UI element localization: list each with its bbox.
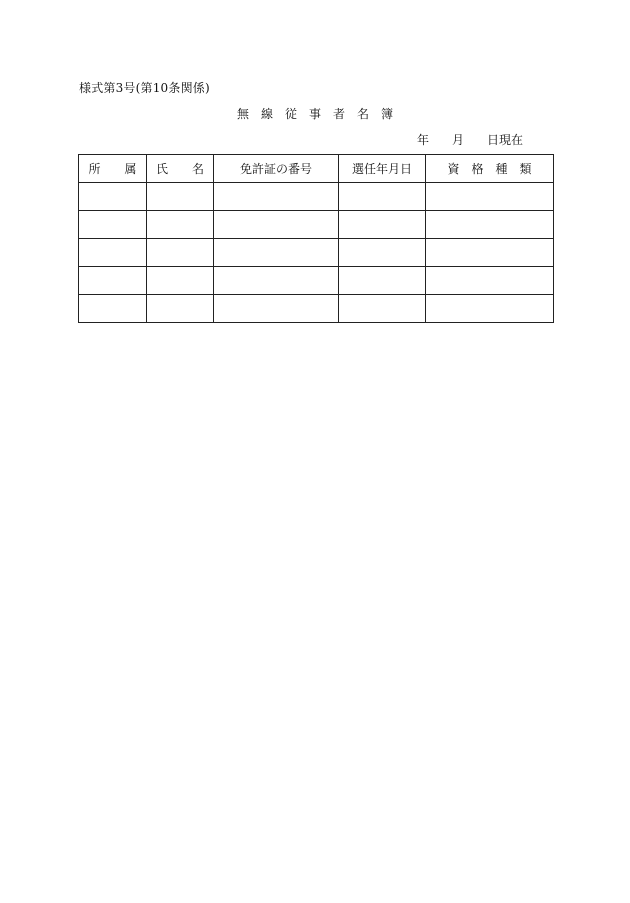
cell-qualification-type[interactable] [426, 183, 554, 211]
radio-operator-roster-table [78, 154, 554, 323]
cell-affiliation[interactable] [79, 183, 147, 211]
date-day: 日現在 [487, 133, 524, 147]
cell-appointment-date[interactable] [339, 295, 426, 323]
cell-qualification-type[interactable] [426, 239, 554, 267]
cell-name[interactable] [147, 295, 214, 323]
form-number: 様式第3号(第10条関係) [79, 81, 210, 95]
cell-appointment-date[interactable] [339, 239, 426, 267]
cell-license-number[interactable] [214, 211, 339, 239]
cell-affiliation[interactable] [79, 239, 147, 267]
cell-license-number[interactable] [214, 267, 339, 295]
table-header-row [79, 155, 554, 183]
table-row [79, 295, 554, 323]
document-title: 無 線 従 事 者 名 簿 [237, 107, 394, 121]
table-row [79, 267, 554, 295]
cell-license-number[interactable] [214, 239, 339, 267]
cell-name[interactable] [147, 211, 214, 239]
cell-appointment-date[interactable] [339, 211, 426, 239]
cell-qualification-type[interactable] [426, 211, 554, 239]
header-affiliation: 所 属 [79, 155, 147, 183]
cell-appointment-date[interactable] [339, 267, 426, 295]
cell-name[interactable] [147, 239, 214, 267]
table-row [79, 211, 554, 239]
cell-appointment-date[interactable] [339, 183, 426, 211]
table-row [79, 183, 554, 211]
date-year: 年 [417, 133, 430, 147]
cell-license-number[interactable] [214, 295, 339, 323]
header-appointment-date: 選任年月日 [339, 155, 426, 183]
table-row [79, 239, 554, 267]
cell-affiliation[interactable] [79, 211, 147, 239]
header-name: 氏 名 [147, 155, 214, 183]
header-license-number: 免許証の番号 [214, 155, 339, 183]
date-month: 月 [452, 133, 465, 147]
cell-license-number[interactable] [214, 183, 339, 211]
cell-affiliation[interactable] [79, 295, 147, 323]
cell-affiliation[interactable] [79, 267, 147, 295]
cell-qualification-type[interactable] [426, 295, 554, 323]
cell-name[interactable] [147, 183, 214, 211]
cell-name[interactable] [147, 267, 214, 295]
header-qualification-type: 資 格 種 類 [426, 155, 554, 183]
cell-qualification-type[interactable] [426, 267, 554, 295]
